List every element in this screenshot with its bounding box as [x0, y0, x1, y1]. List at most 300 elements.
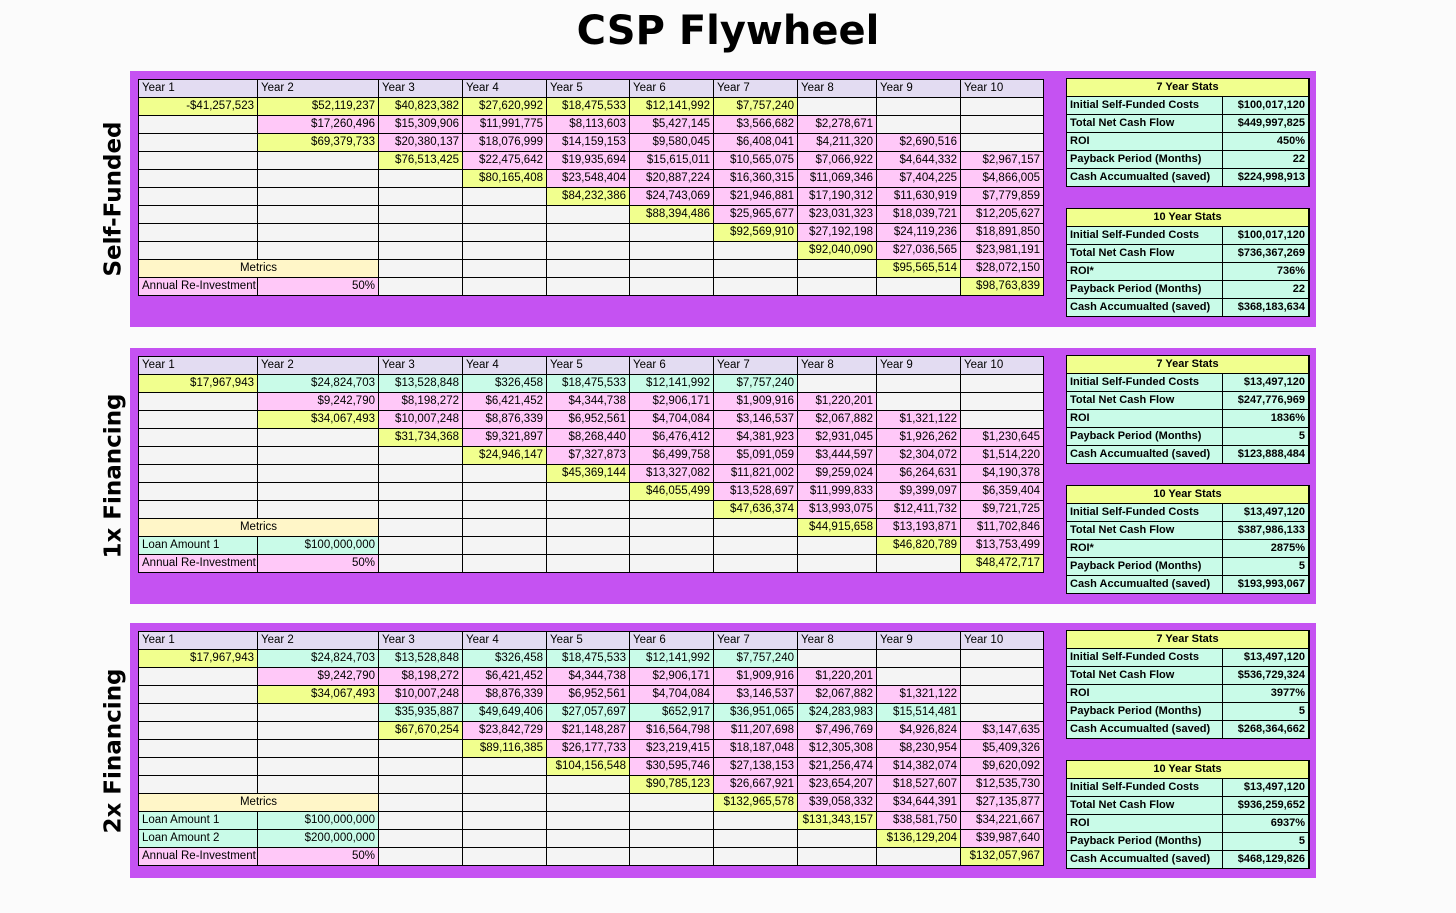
empty-cell[interactable] — [630, 242, 713, 259]
cell-value[interactable]: $5,427,145 — [630, 116, 713, 133]
empty-cell[interactable] — [547, 260, 629, 277]
empty-cell[interactable] — [258, 740, 378, 757]
cell-value[interactable]: $9,259,024 — [798, 465, 876, 482]
cell-value[interactable]: $3,444,597 — [798, 447, 876, 464]
stat-value[interactable]: $13,497,120 — [1223, 649, 1308, 666]
empty-cell[interactable] — [961, 668, 1043, 685]
cell-value[interactable]: $13,528,697 — [714, 483, 797, 500]
cell-value[interactable]: $4,344,738 — [547, 668, 629, 685]
empty-cell[interactable] — [714, 519, 797, 536]
empty-cell[interactable] — [798, 537, 876, 554]
stat-value[interactable]: 450% — [1223, 133, 1308, 150]
empty-cell[interactable] — [139, 686, 257, 703]
empty-cell[interactable] — [714, 537, 797, 554]
stat-value[interactable]: $387,986,133 — [1223, 522, 1308, 539]
empty-cell[interactable] — [877, 375, 960, 392]
cell-value[interactable]: $9,399,097 — [877, 483, 960, 500]
stat-value[interactable]: $268,364,662 — [1223, 721, 1308, 738]
empty-cell[interactable] — [379, 555, 462, 572]
cell-value[interactable]: $1,220,201 — [798, 393, 876, 410]
cell-value[interactable]: $24,743,069 — [630, 188, 713, 205]
cell-value[interactable]: $7,066,922 — [798, 152, 876, 169]
stat-value[interactable]: $100,017,120 — [1223, 227, 1308, 244]
stat-value[interactable]: $193,993,067 — [1223, 576, 1308, 593]
cell-value[interactable]: $8,198,272 — [379, 393, 462, 410]
empty-cell[interactable] — [379, 812, 462, 829]
stat-value[interactable]: 5 — [1223, 833, 1308, 850]
stat-value[interactable]: $13,497,120 — [1223, 374, 1308, 391]
empty-cell[interactable] — [379, 188, 462, 205]
cell-value[interactable]: $7,757,240 — [714, 375, 797, 392]
cell-value[interactable]: $17,967,943 — [139, 375, 257, 392]
cell-value[interactable]: $24,119,236 — [877, 224, 960, 241]
metric-value[interactable]: 50% — [258, 278, 378, 295]
cell-value[interactable]: $27,620,992 — [463, 98, 546, 115]
cell-value[interactable]: $28,072,150 — [961, 260, 1043, 277]
stat-value[interactable]: 1836% — [1223, 410, 1308, 427]
cell-value[interactable]: $49,649,406 — [463, 704, 546, 721]
cell-value[interactable]: $4,344,738 — [547, 393, 629, 410]
cell-value[interactable]: $24,824,703 — [258, 375, 378, 392]
empty-cell[interactable] — [379, 242, 462, 259]
empty-cell[interactable] — [379, 537, 462, 554]
cell-value[interactable]: $23,981,191 — [961, 242, 1043, 259]
empty-cell[interactable] — [547, 206, 629, 223]
empty-cell[interactable] — [547, 776, 629, 793]
cell-value[interactable]: $92,569,910 — [714, 224, 797, 241]
empty-cell[interactable] — [139, 170, 257, 187]
empty-cell[interactable] — [139, 134, 257, 151]
cell-value[interactable]: $27,036,565 — [877, 242, 960, 259]
cell-value[interactable]: $11,207,698 — [714, 722, 797, 739]
cell-value[interactable]: $4,926,824 — [877, 722, 960, 739]
cell-value[interactable]: $24,824,703 — [258, 650, 378, 667]
cell-value[interactable]: $8,876,339 — [463, 411, 546, 428]
cell-value[interactable]: $24,283,983 — [798, 704, 876, 721]
empty-cell[interactable] — [798, 830, 876, 847]
cell-value[interactable]: $2,906,171 — [630, 393, 713, 410]
empty-cell[interactable] — [630, 519, 713, 536]
cell-value[interactable]: $132,057,967 — [961, 848, 1043, 865]
cell-value[interactable]: $21,946,881 — [714, 188, 797, 205]
cell-value[interactable]: $17,967,943 — [139, 650, 257, 667]
empty-cell[interactable] — [463, 537, 546, 554]
empty-cell[interactable] — [877, 668, 960, 685]
cell-value[interactable]: $2,690,516 — [877, 134, 960, 151]
metric-value[interactable]: 50% — [258, 848, 378, 865]
empty-cell[interactable] — [463, 188, 546, 205]
cell-value[interactable]: $11,999,833 — [798, 483, 876, 500]
empty-cell[interactable] — [258, 501, 378, 518]
cell-value[interactable]: $40,823,382 — [379, 98, 462, 115]
cell-value[interactable]: $31,734,368 — [379, 429, 462, 446]
stat-value[interactable]: $368,183,634 — [1223, 299, 1308, 316]
cell-value[interactable]: $46,820,789 — [877, 537, 960, 554]
empty-cell[interactable] — [961, 650, 1043, 667]
empty-cell[interactable] — [139, 758, 257, 775]
empty-cell[interactable] — [379, 830, 462, 847]
empty-cell[interactable] — [547, 812, 629, 829]
empty-cell[interactable] — [877, 555, 960, 572]
empty-cell[interactable] — [877, 393, 960, 410]
cell-value[interactable]: $2,304,072 — [877, 447, 960, 464]
cell-value[interactable]: $132,965,578 — [714, 794, 797, 811]
cell-value[interactable]: $12,305,308 — [798, 740, 876, 757]
cell-value[interactable]: $5,409,326 — [961, 740, 1043, 757]
cell-value[interactable]: $6,421,452 — [463, 668, 546, 685]
metric-value[interactable]: $100,000,000 — [258, 812, 378, 829]
empty-cell[interactable] — [463, 812, 546, 829]
empty-cell[interactable] — [258, 758, 378, 775]
empty-cell[interactable] — [379, 794, 462, 811]
empty-cell[interactable] — [139, 776, 257, 793]
stat-value[interactable]: 22 — [1223, 281, 1308, 298]
cell-value[interactable]: $10,565,075 — [714, 152, 797, 169]
cell-value[interactable]: $38,581,750 — [877, 812, 960, 829]
cell-value[interactable]: $3,566,682 — [714, 116, 797, 133]
cell-value[interactable]: $7,757,240 — [714, 98, 797, 115]
empty-cell[interactable] — [463, 206, 546, 223]
empty-cell[interactable] — [714, 848, 797, 865]
empty-cell[interactable] — [139, 704, 257, 721]
cell-value[interactable]: $27,057,697 — [547, 704, 629, 721]
cell-value[interactable]: $8,198,272 — [379, 668, 462, 685]
cell-value[interactable]: $2,278,671 — [798, 116, 876, 133]
stat-value[interactable]: 5 — [1223, 428, 1308, 445]
empty-cell[interactable] — [463, 794, 546, 811]
empty-cell[interactable] — [798, 650, 876, 667]
cell-value[interactable]: $18,076,999 — [463, 134, 546, 151]
cell-value[interactable]: $18,475,533 — [547, 375, 629, 392]
cell-value[interactable]: $14,159,153 — [547, 134, 629, 151]
cell-value[interactable]: $12,205,627 — [961, 206, 1043, 223]
empty-cell[interactable] — [547, 224, 629, 241]
empty-cell[interactable] — [463, 519, 546, 536]
empty-cell[interactable] — [258, 447, 378, 464]
empty-cell[interactable] — [139, 224, 257, 241]
stat-value[interactable]: $449,997,825 — [1223, 115, 1308, 132]
empty-cell[interactable] — [877, 848, 960, 865]
cell-value[interactable]: $18,187,048 — [714, 740, 797, 757]
cell-value[interactable]: $14,382,074 — [877, 758, 960, 775]
empty-cell[interactable] — [463, 260, 546, 277]
empty-cell[interactable] — [714, 278, 797, 295]
cell-value[interactable]: $11,821,002 — [714, 465, 797, 482]
cell-value[interactable]: $6,499,758 — [630, 447, 713, 464]
cell-value[interactable]: $4,190,378 — [961, 465, 1043, 482]
empty-cell[interactable] — [877, 278, 960, 295]
empty-cell[interactable] — [139, 393, 257, 410]
empty-cell[interactable] — [714, 830, 797, 847]
cell-value[interactable]: $24,946,147 — [463, 447, 546, 464]
empty-cell[interactable] — [547, 501, 629, 518]
cell-value[interactable]: $2,067,882 — [798, 411, 876, 428]
cell-value[interactable]: $69,379,733 — [258, 134, 378, 151]
cell-value[interactable]: $326,458 — [463, 650, 546, 667]
stat-value[interactable]: $536,729,324 — [1223, 667, 1308, 684]
empty-cell[interactable] — [961, 686, 1043, 703]
stat-value[interactable]: 3977% — [1223, 685, 1308, 702]
cell-value[interactable]: $2,906,171 — [630, 668, 713, 685]
empty-cell[interactable] — [139, 116, 257, 133]
stat-value[interactable]: $247,776,969 — [1223, 392, 1308, 409]
empty-cell[interactable] — [630, 537, 713, 554]
cell-value[interactable]: $23,654,207 — [798, 776, 876, 793]
cell-value[interactable]: $3,147,635 — [961, 722, 1043, 739]
empty-cell[interactable] — [139, 483, 257, 500]
empty-cell[interactable] — [798, 260, 876, 277]
cell-value[interactable]: $6,359,404 — [961, 483, 1043, 500]
cell-value[interactable]: $7,327,873 — [547, 447, 629, 464]
cell-value[interactable]: $39,058,332 — [798, 794, 876, 811]
cell-value[interactable]: $1,909,916 — [714, 393, 797, 410]
cell-value[interactable]: $9,242,790 — [258, 668, 378, 685]
cell-value[interactable]: $13,753,499 — [961, 537, 1043, 554]
cell-value[interactable]: $84,232,386 — [547, 188, 629, 205]
cell-value[interactable]: $12,141,992 — [630, 375, 713, 392]
empty-cell[interactable] — [798, 278, 876, 295]
empty-cell[interactable] — [139, 501, 257, 518]
cell-value[interactable]: $18,475,533 — [547, 650, 629, 667]
cell-value[interactable]: $35,935,887 — [379, 704, 462, 721]
cell-value[interactable]: $11,702,846 — [961, 519, 1043, 536]
cell-value[interactable]: $15,615,011 — [630, 152, 713, 169]
empty-cell[interactable] — [379, 758, 462, 775]
stat-value[interactable]: $123,888,484 — [1223, 446, 1308, 463]
metric-value[interactable]: $100,000,000 — [258, 537, 378, 554]
cell-value[interactable]: $21,148,287 — [547, 722, 629, 739]
cell-value[interactable]: $30,595,746 — [630, 758, 713, 775]
cell-value[interactable]: $16,360,315 — [714, 170, 797, 187]
empty-cell[interactable] — [961, 393, 1043, 410]
cell-value[interactable]: $3,146,537 — [714, 686, 797, 703]
cell-value[interactable]: $25,965,677 — [714, 206, 797, 223]
cell-value[interactable]: $4,866,005 — [961, 170, 1043, 187]
cell-value[interactable]: $6,408,041 — [714, 134, 797, 151]
cell-value[interactable]: $18,527,607 — [877, 776, 960, 793]
empty-cell[interactable] — [714, 242, 797, 259]
cell-value[interactable]: $7,757,240 — [714, 650, 797, 667]
empty-cell[interactable] — [547, 278, 629, 295]
cell-value[interactable]: $8,268,440 — [547, 429, 629, 446]
empty-cell[interactable] — [258, 224, 378, 241]
cell-value[interactable]: $12,411,732 — [877, 501, 960, 518]
cell-value[interactable]: $12,535,730 — [961, 776, 1043, 793]
empty-cell[interactable] — [379, 776, 462, 793]
cell-value[interactable]: $13,993,075 — [798, 501, 876, 518]
cell-value[interactable]: $11,991,775 — [463, 116, 546, 133]
cell-value[interactable]: $13,528,848 — [379, 650, 462, 667]
stat-value[interactable]: $736,367,269 — [1223, 245, 1308, 262]
empty-cell[interactable] — [877, 650, 960, 667]
cell-value[interactable]: $2,967,157 — [961, 152, 1043, 169]
empty-cell[interactable] — [139, 447, 257, 464]
empty-cell[interactable] — [630, 848, 713, 865]
cell-value[interactable]: $1,321,122 — [877, 411, 960, 428]
empty-cell[interactable] — [463, 483, 546, 500]
cell-value[interactable]: $20,887,224 — [630, 170, 713, 187]
cell-value[interactable]: $11,630,919 — [877, 188, 960, 205]
empty-cell[interactable] — [961, 98, 1043, 115]
empty-cell[interactable] — [630, 501, 713, 518]
empty-cell[interactable] — [547, 242, 629, 259]
cell-value[interactable]: $5,091,059 — [714, 447, 797, 464]
cell-value[interactable]: $652,917 — [630, 704, 713, 721]
cell-value[interactable]: $27,135,877 — [961, 794, 1043, 811]
empty-cell[interactable] — [139, 152, 257, 169]
cell-value[interactable]: $1,321,122 — [877, 686, 960, 703]
cell-value[interactable]: $48,472,717 — [961, 555, 1043, 572]
cell-value[interactable]: $4,211,320 — [798, 134, 876, 151]
cell-value[interactable]: $16,564,798 — [630, 722, 713, 739]
empty-cell[interactable] — [139, 429, 257, 446]
cell-value[interactable]: $34,067,493 — [258, 411, 378, 428]
cell-value[interactable]: $10,007,248 — [379, 686, 462, 703]
empty-cell[interactable] — [463, 555, 546, 572]
cell-value[interactable]: $4,704,084 — [630, 411, 713, 428]
metric-value[interactable]: $200,000,000 — [258, 830, 378, 847]
cell-value[interactable]: $67,670,254 — [379, 722, 462, 739]
cell-value[interactable]: $23,548,404 — [547, 170, 629, 187]
cell-value[interactable]: $9,242,790 — [258, 393, 378, 410]
empty-cell[interactable] — [630, 260, 713, 277]
cell-value[interactable]: $7,496,769 — [798, 722, 876, 739]
cell-value[interactable]: $27,138,153 — [714, 758, 797, 775]
empty-cell[interactable] — [463, 758, 546, 775]
empty-cell[interactable] — [463, 278, 546, 295]
cell-value[interactable]: $9,321,897 — [463, 429, 546, 446]
cell-value[interactable]: $8,113,603 — [547, 116, 629, 133]
empty-cell[interactable] — [547, 537, 629, 554]
empty-cell[interactable] — [463, 224, 546, 241]
cell-value[interactable]: $15,309,906 — [379, 116, 462, 133]
cell-value[interactable]: $34,067,493 — [258, 686, 378, 703]
empty-cell[interactable] — [463, 501, 546, 518]
cell-value[interactable]: $34,644,391 — [877, 794, 960, 811]
empty-cell[interactable] — [961, 704, 1043, 721]
cell-value[interactable]: $90,785,123 — [630, 776, 713, 793]
empty-cell[interactable] — [258, 152, 378, 169]
empty-cell[interactable] — [463, 848, 546, 865]
stat-value[interactable]: 22 — [1223, 151, 1308, 168]
empty-cell[interactable] — [630, 830, 713, 847]
cell-value[interactable]: $4,644,332 — [877, 152, 960, 169]
empty-cell[interactable] — [547, 830, 629, 847]
cell-value[interactable]: $13,528,848 — [379, 375, 462, 392]
cell-value[interactable]: $89,116,385 — [463, 740, 546, 757]
cell-value[interactable]: $8,230,954 — [877, 740, 960, 757]
empty-cell[interactable] — [379, 260, 462, 277]
empty-cell[interactable] — [139, 242, 257, 259]
cell-value[interactable]: $6,952,561 — [547, 686, 629, 703]
cell-value[interactable]: $44,915,658 — [798, 519, 876, 536]
empty-cell[interactable] — [139, 722, 257, 739]
cell-value[interactable]: $10,007,248 — [379, 411, 462, 428]
empty-cell[interactable] — [379, 483, 462, 500]
cell-value[interactable]: $27,192,198 — [798, 224, 876, 241]
cell-value[interactable]: $98,763,839 — [961, 278, 1043, 295]
cell-value[interactable]: $104,156,548 — [547, 758, 629, 775]
empty-cell[interactable] — [714, 812, 797, 829]
empty-cell[interactable] — [463, 830, 546, 847]
cell-value[interactable]: $95,565,514 — [877, 260, 960, 277]
stat-value[interactable]: 2875% — [1223, 540, 1308, 557]
empty-cell[interactable] — [547, 848, 629, 865]
cell-value[interactable]: $22,475,642 — [463, 152, 546, 169]
empty-cell[interactable] — [463, 776, 546, 793]
cell-value[interactable]: $6,952,561 — [547, 411, 629, 428]
cell-value[interactable]: $39,987,640 — [961, 830, 1043, 847]
empty-cell[interactable] — [630, 555, 713, 572]
stat-value[interactable]: 736% — [1223, 263, 1308, 280]
cell-value[interactable]: $9,620,092 — [961, 758, 1043, 775]
cell-value[interactable]: $1,514,220 — [961, 447, 1043, 464]
cell-value[interactable]: $23,031,323 — [798, 206, 876, 223]
empty-cell[interactable] — [630, 812, 713, 829]
empty-cell[interactable] — [379, 206, 462, 223]
stat-value[interactable]: 5 — [1223, 703, 1308, 720]
empty-cell[interactable] — [258, 704, 378, 721]
cell-value[interactable]: $9,580,045 — [630, 134, 713, 151]
empty-cell[interactable] — [139, 740, 257, 757]
cell-value[interactable]: $13,327,082 — [630, 465, 713, 482]
cell-value[interactable]: $8,876,339 — [463, 686, 546, 703]
cell-value[interactable]: $47,636,374 — [714, 501, 797, 518]
empty-cell[interactable] — [379, 278, 462, 295]
empty-cell[interactable] — [379, 224, 462, 241]
empty-cell[interactable] — [547, 555, 629, 572]
empty-cell[interactable] — [547, 519, 629, 536]
empty-cell[interactable] — [379, 447, 462, 464]
cell-value[interactable]: $21,256,474 — [798, 758, 876, 775]
stat-value[interactable]: $100,017,120 — [1223, 97, 1308, 114]
cell-value[interactable]: $9,721,725 — [961, 501, 1043, 518]
empty-cell[interactable] — [630, 278, 713, 295]
empty-cell[interactable] — [961, 116, 1043, 133]
cell-value[interactable]: $1,926,262 — [877, 429, 960, 446]
empty-cell[interactable] — [258, 242, 378, 259]
cell-value[interactable]: $36,951,065 — [714, 704, 797, 721]
cell-value[interactable]: $23,842,729 — [463, 722, 546, 739]
cell-value[interactable]: $18,039,721 — [877, 206, 960, 223]
cell-value[interactable]: $4,381,923 — [714, 429, 797, 446]
cell-value[interactable]: $11,069,346 — [798, 170, 876, 187]
cell-value[interactable]: $3,146,537 — [714, 411, 797, 428]
empty-cell[interactable] — [379, 170, 462, 187]
stat-value[interactable]: $224,998,913 — [1223, 169, 1308, 186]
cell-value[interactable]: $88,394,486 — [630, 206, 713, 223]
cell-value[interactable]: $18,891,850 — [961, 224, 1043, 241]
empty-cell[interactable] — [258, 206, 378, 223]
stat-value[interactable]: 6937% — [1223, 815, 1308, 832]
empty-cell[interactable] — [961, 134, 1043, 151]
cell-value[interactable]: $18,475,533 — [547, 98, 629, 115]
cell-value[interactable]: $1,220,201 — [798, 668, 876, 685]
cell-value[interactable]: $26,667,921 — [714, 776, 797, 793]
cell-value[interactable]: $20,380,137 — [379, 134, 462, 151]
empty-cell[interactable] — [630, 224, 713, 241]
empty-cell[interactable] — [258, 722, 378, 739]
cell-value[interactable]: $76,513,425 — [379, 152, 462, 169]
empty-cell[interactable] — [961, 375, 1043, 392]
empty-cell[interactable] — [463, 242, 546, 259]
cell-value[interactable]: $15,514,481 — [877, 704, 960, 721]
cell-value[interactable]: -$41,257,523 — [139, 98, 257, 115]
cell-value[interactable]: $46,055,499 — [630, 483, 713, 500]
cell-value[interactable]: $326,458 — [463, 375, 546, 392]
empty-cell[interactable] — [714, 555, 797, 572]
empty-cell[interactable] — [379, 848, 462, 865]
